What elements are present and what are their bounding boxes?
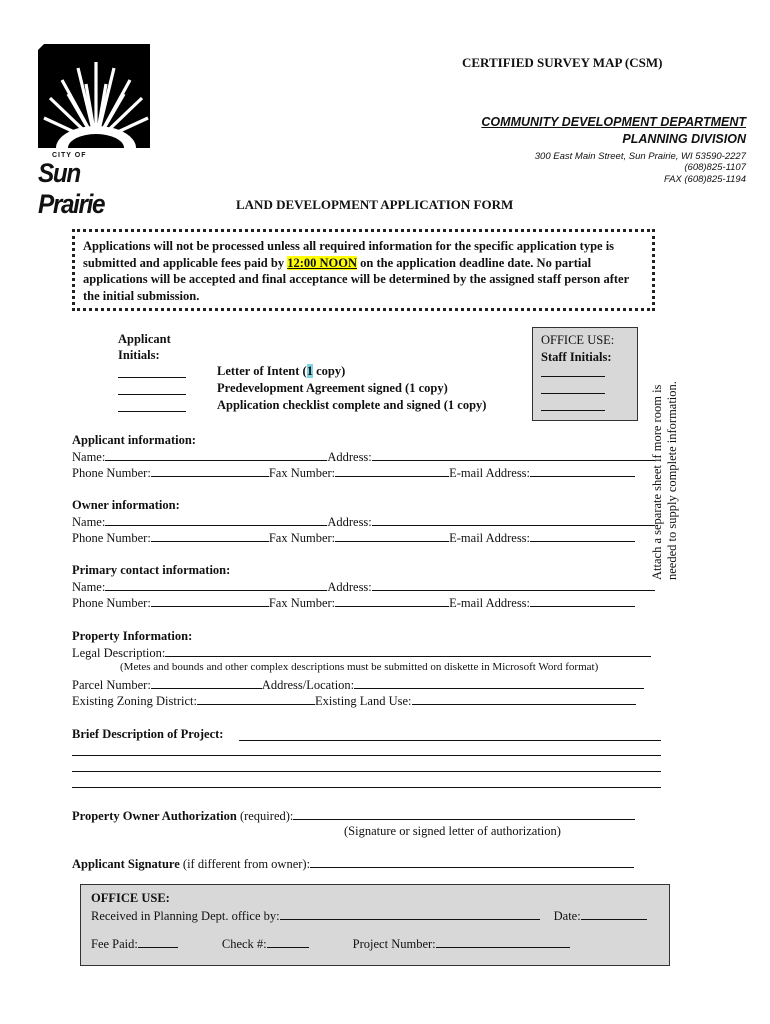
form-title: LAND DEVELOPMENT APPLICATION FORM [236,197,514,212]
initial-line-3[interactable] [118,411,186,412]
office-use-bottom [80,884,670,966]
dept-phone: (608)825-1107 [684,162,746,173]
brief-line-1[interactable] [239,740,661,741]
doc-title: CERTIFIED SURVEY MAP (CSM) [462,55,663,70]
legal-description-field[interactable] [165,645,651,657]
applicant-email-field[interactable] [530,465,635,477]
brief-line-3[interactable] [72,771,661,772]
logo-city-of: CITY OF [52,152,87,159]
applicant-phone-field[interactable] [151,465,269,477]
checklist-item-agreement: Predevelopment Agreement signed (1 copy) [217,381,448,395]
brief-line-4[interactable] [72,787,661,788]
applicant-fax-field[interactable] [335,465,449,477]
city-logo [38,44,150,219]
initial-line-1[interactable] [118,377,186,378]
applicant-label: Applicant [118,332,171,346]
staff-line-3[interactable] [541,394,605,411]
owner-name-field[interactable] [105,514,327,526]
section-primary: Primary contact information: [72,563,231,577]
applicant-address-field[interactable] [372,449,655,461]
primary-row-2: Phone Number: Fax Number: E-mail Address: [72,595,635,611]
applicant-name-field[interactable] [105,449,327,461]
parcel-number-field[interactable] [151,677,262,689]
side-note: Attach a separate sheet if more room is needed to supply complete information. [650,381,679,580]
check-number-field[interactable] [267,936,309,948]
received-row: Received in Planning Dept. office by: Date: [91,908,659,924]
initial-line-2[interactable] [118,394,186,395]
applicant-row-1: Name: Address: [72,449,655,465]
primary-phone-field[interactable] [151,595,269,607]
owner-row-2: Phone Number: Fax Number: E-mail Address: [72,530,635,546]
dept-address: 300 East Main Street, Sun Prairie, WI 53590-2227 [534,151,746,162]
owner-phone-field[interactable] [151,530,269,542]
office-use-label: OFFICE USE: [541,333,615,347]
signature-note: (Signature or signed letter of authorization) [344,824,561,838]
staff-line-1[interactable] [541,366,605,377]
primary-name-field[interactable] [105,579,327,591]
checklist-item-letter: Letter of Intent (1 copy) [217,364,346,378]
logo-name: Sun Prairie [38,158,105,219]
fee-row: Fee Paid: Check #: Project Number: [91,936,659,952]
office-use-box [532,327,638,421]
project-number-field[interactable] [436,936,570,948]
primary-email-field[interactable] [530,595,635,607]
zoning-row: Existing Zoning District: Existing Land Use: [72,693,636,709]
primary-address-field[interactable] [372,579,655,591]
staff-initials-label: Staff Initials: [541,350,612,364]
parcel-row: Parcel Number: Address/Location: [72,677,644,693]
primary-fax-field[interactable] [335,595,449,607]
checklist-item-checklist: Application checklist complete and signed (1 copy) [217,398,487,412]
deadline-highlight: 12:00 NOON [287,255,358,270]
owner-fax-field[interactable] [335,530,449,542]
owner-signature-field[interactable] [293,808,635,820]
notice-text-2: on the application deadline date. No partial applications will be accepted and final acceptance will be determined by the assigned staff person after the initial submission. [83,255,629,303]
applicant-signature-field[interactable] [310,856,634,868]
owner-email-field[interactable] [530,530,635,542]
land-use-field[interactable] [412,693,636,705]
staff-line-2[interactable] [541,377,605,394]
received-by-field[interactable] [280,908,540,920]
brief-line-2[interactable] [72,755,661,756]
section-applicant: Applicant information: [72,433,196,447]
date-field[interactable] [581,908,647,920]
address-location-field[interactable] [354,677,644,689]
section-owner: Owner information: [72,498,180,512]
division: PLANNING DIVISION [622,132,746,146]
applicant-row-2: Phone Number: Fax Number: E-mail Address: [72,465,635,481]
owner-row-1: Name: Address: [72,514,655,530]
zoning-field[interactable] [197,693,315,705]
primary-row-1: Name: Address: [72,579,655,595]
legal-row: Legal Description: [72,645,651,661]
metes-note: (Metes and bounds and other complex descriptions must be submitted on diskette in Microsoft Word format) [120,661,599,673]
dept-fax: FAX (608)825-1194 [663,174,746,185]
department: COMMUNITY DEVELOPMENT DEPARTMENT [481,115,746,129]
initials-label: Initials: [118,348,160,362]
section-property: Property Information: [72,629,193,643]
brief-label: Brief Description of Project: [72,727,224,741]
office-bottom-title: OFFICE USE: [91,891,170,905]
owner-address-field[interactable] [372,514,655,526]
notice-box [72,229,655,311]
applicant-sig-row: Applicant Signature (if different from owner): [72,856,634,872]
notice-text-1: Applications will not be processed unless all required information for the specific application type is submitted and applicable fees paid by [83,239,615,270]
fee-paid-field[interactable] [138,936,178,948]
owner-auth-row: Property Owner Authorization (required): [72,808,635,824]
